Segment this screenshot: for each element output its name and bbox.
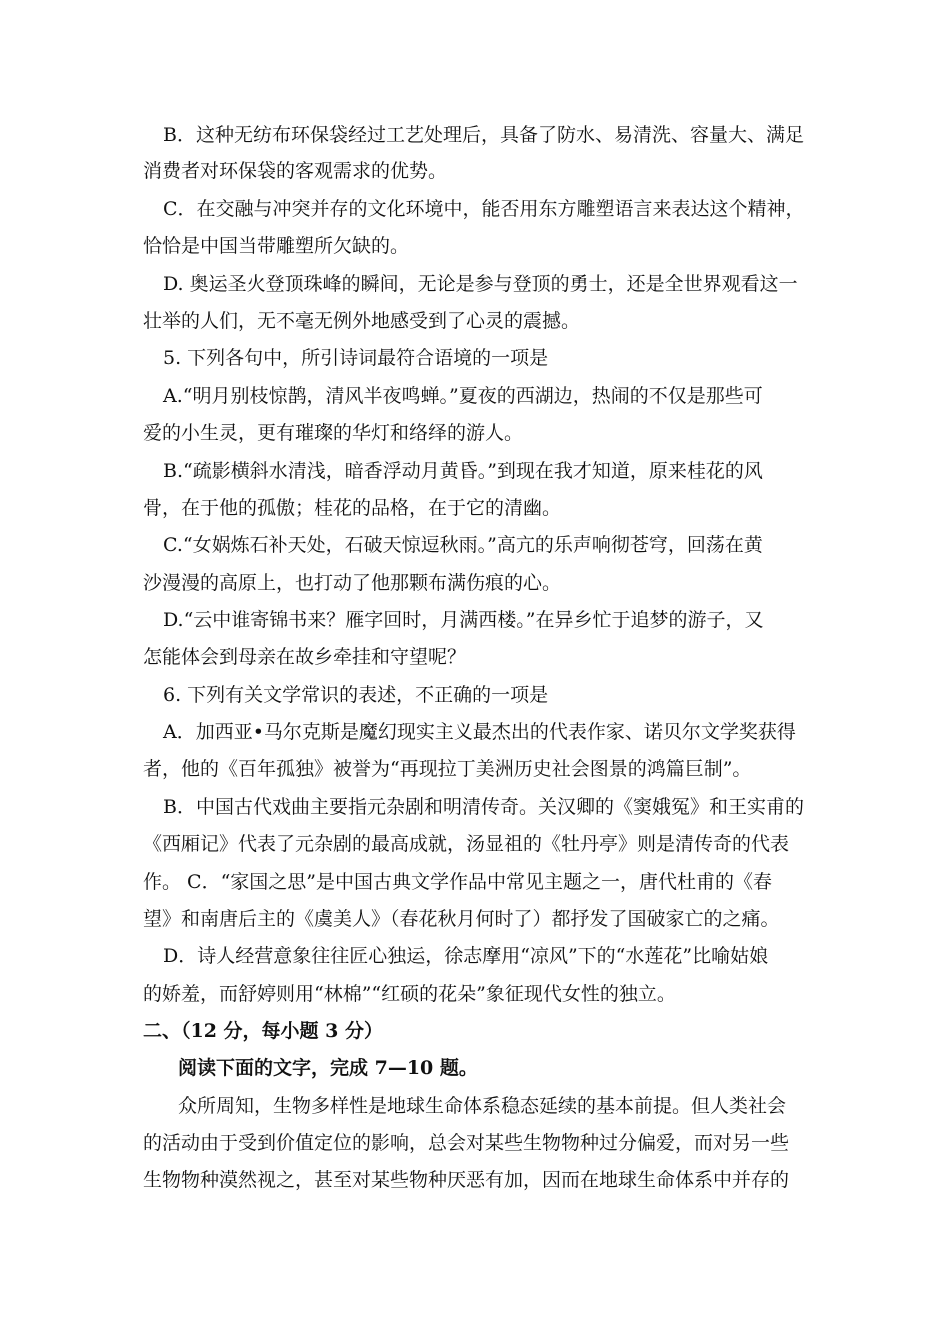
- q5-stem: 5. 下列各句中，所引诗词最符合语境的一项是: [163, 347, 549, 369]
- q6-option-b-c-line: 作。 C．“家国之思”是中国古典文学作品中常见主题之一，唐代杜甫的《春: [143, 871, 773, 893]
- q4-option-c-line1: C．在交融与冲突并存的文化环境中，能否用东方雕塑语言来表达这个精神，: [163, 198, 805, 220]
- q6-option-b-line1: B．中国古代戏曲主要指元杂剧和明清传奇。关汉卿的《窦娥冤》和王实甫的: [163, 796, 804, 818]
- q6-stem: 6. 下列有关文学常识的表述，不正确的一项是: [163, 684, 549, 706]
- q4-option-c-line2: 恰恰是中国当带雕塑所欠缺的。: [143, 235, 410, 257]
- q5-option-a-line1: A.“明月别枝惊鹊，清风半夜鸣蝉。”夏夜的西湖边，热闹的不仅是那些可: [163, 385, 763, 407]
- q5-option-c-line1: C.“女娲炼石补天处，石破天惊逗秋雨。”高亢的乐声响彻苍穹，回荡在黄: [163, 534, 763, 556]
- q6-option-d-line1: D．诗人经营意象往往匠心独运，徐志摩用“凉风”下的“水莲花”比喻姑娘: [163, 945, 769, 967]
- q5-option-d-line2: 怎能体会到母亲在故乡牵挂和守望呢？: [143, 646, 467, 668]
- q6-option-a-line2: 者，他的《百年孤独》被誉为“再现拉丁美洲历史社会图景的鸿篇巨制”。: [143, 758, 752, 780]
- q5-option-d-line1: D.“云中谁寄锦书来？雁字回时，月满西楼。”在异乡忙于追梦的游子，又: [163, 609, 764, 631]
- passage-line-2: 的活动由于受到价值定位的影响，总会对某些生物物种过分偏爱，而对另一些: [143, 1132, 790, 1154]
- q5-option-c-line2: 沙漫漫的高原上，也打动了他那颗布满伤痕的心。: [143, 572, 562, 594]
- q4-option-d-line1: D. 奥运圣火登顶珠峰的瞬间，无论是参与登顶的勇士，还是全世界观看这一: [163, 273, 798, 295]
- q6-option-b-line2: 《西厢记》代表了元杂剧的最高成就，汤显祖的《牡丹亭》则是清传奇的代表: [143, 833, 790, 855]
- q6-option-d-line2: 的娇羞，而舒婷则用“林棉”“红硕的花朵”象征现代女性的独立。: [143, 983, 676, 1005]
- q4-option-d-line2: 壮举的人们，无不毫无例外地感受到了心灵的震撼。: [143, 310, 581, 332]
- q6-option-a-line1: A．加西亚•马尔克斯是魔幻现实主义最杰出的代表作家、诺贝尔文学奖获得: [163, 721, 796, 743]
- reading-instruction: 阅读下面的文字，完成 7—10 题。: [178, 1057, 478, 1079]
- q5-option-a-line2: 爱的小生灵，更有璀璨的华灯和络绎的游人。: [143, 422, 524, 444]
- q4-option-b-line1: B．这种无纺布环保袋经过工艺处理后，具备了防水、易清洗、容量大、满足: [163, 124, 804, 146]
- section-two-heading: 二、（12 分，每小题 3 分）: [143, 1020, 384, 1042]
- passage-line-1: 众所周知，生物多样性是地球生命体系稳态延续的基本前提。但人类社会: [178, 1095, 787, 1117]
- q5-option-b-line1: B.“疏影横斜水清浅，暗香浮动月黄昏。”到现在我才知道，原来桂花的风: [163, 460, 763, 482]
- q5-option-b-line2: 骨，在于他的孤傲；桂花的品格，在于它的清幽。: [143, 497, 562, 519]
- q6-option-c-line2: 望》和南唐后主的《虞美人》（春花秋月何时了）都抒发了国破家亡的之痛。: [143, 908, 780, 930]
- q4-option-b-line2: 消费者对环保袋的客观需求的优势。: [143, 160, 448, 182]
- passage-line-3: 生物物种漠然视之，甚至对某些物种厌恶有加，因而在地球生命体系中并存的: [143, 1169, 790, 1191]
